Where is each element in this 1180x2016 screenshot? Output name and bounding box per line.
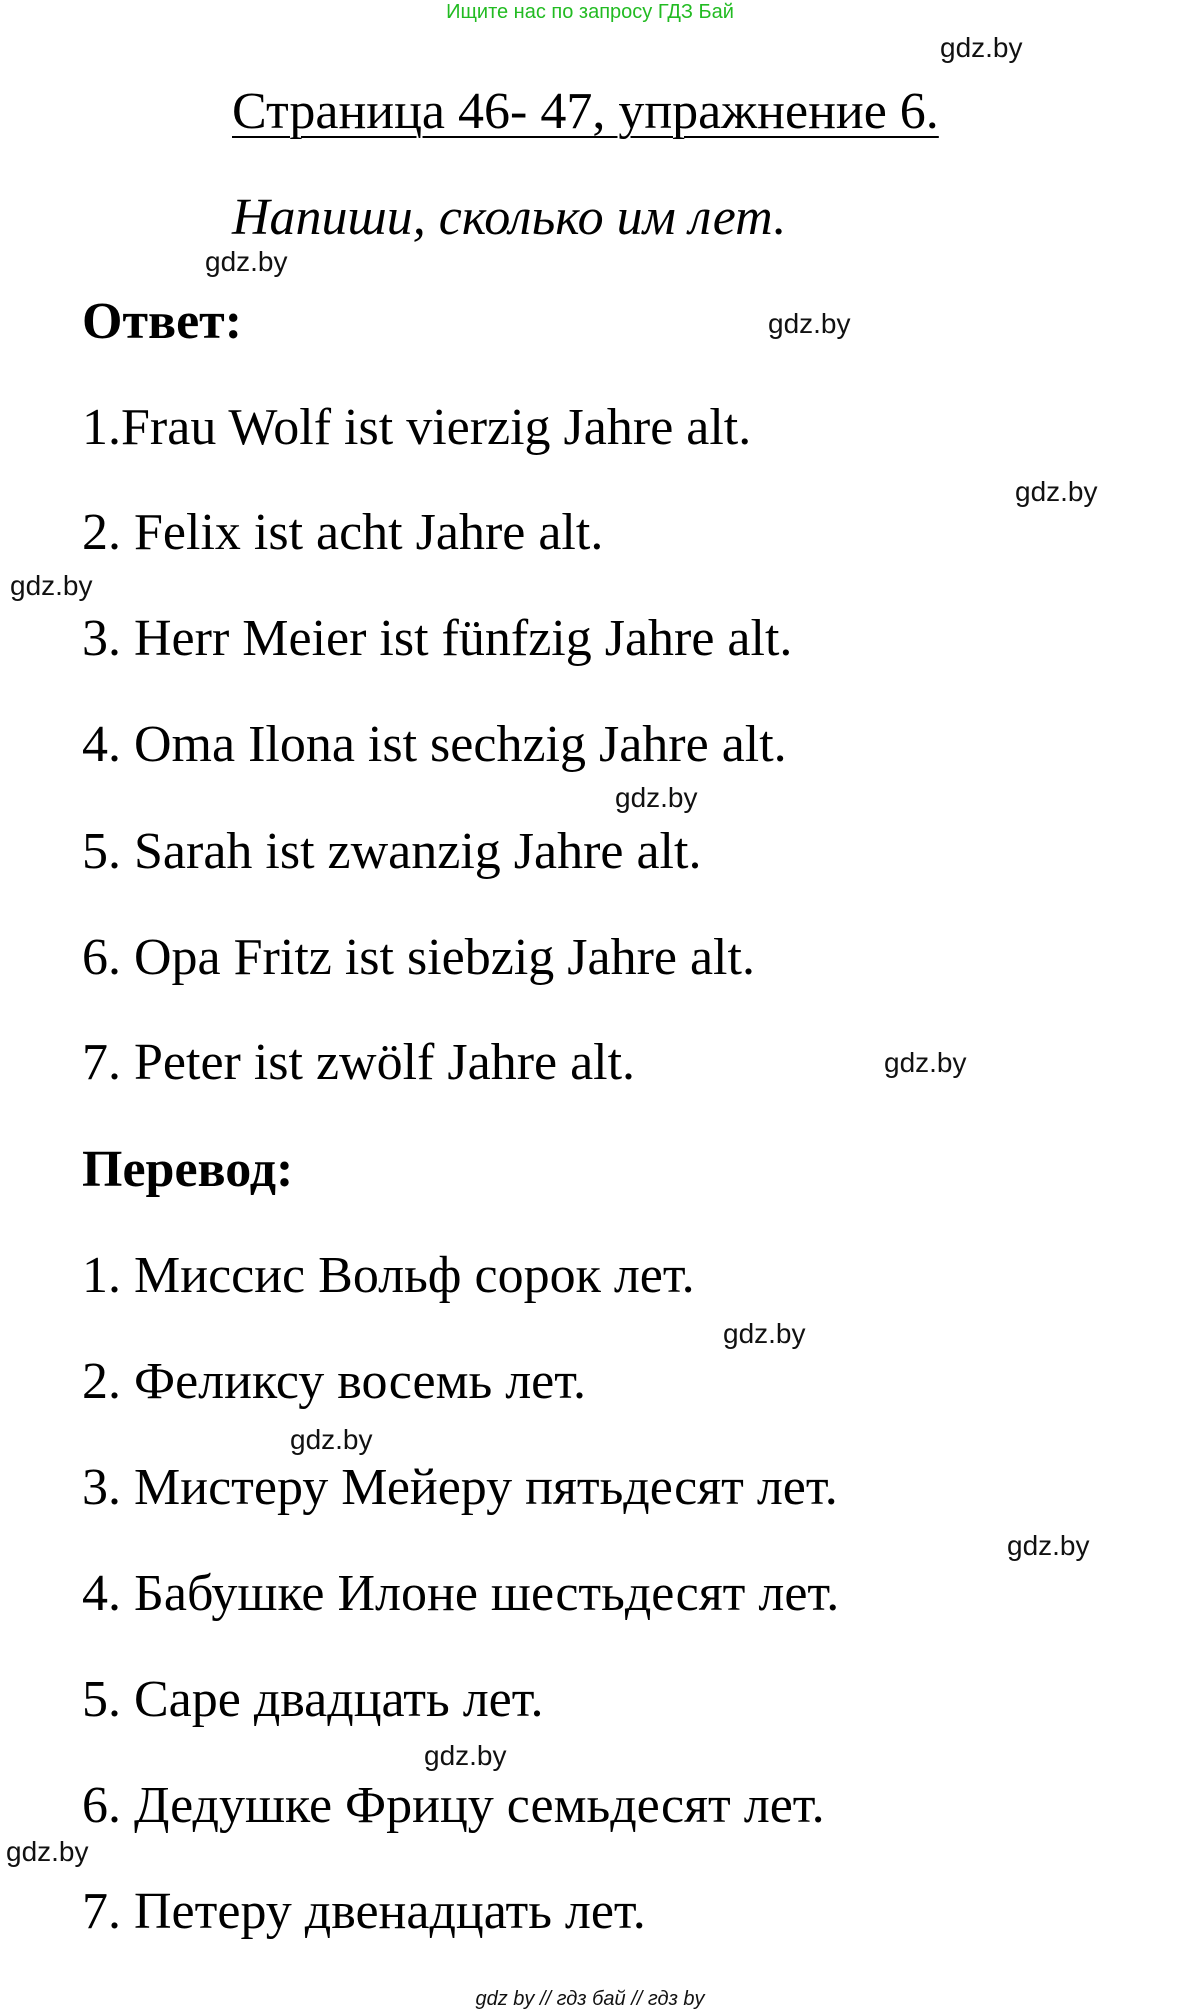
translation-line: 4. Бабушке Илоне шестьдесят лет.	[82, 1565, 840, 1622]
watermark: gdz.by	[290, 1424, 373, 1455]
answer-heading: Ответ:	[82, 293, 243, 350]
watermark: gdz.by	[615, 782, 698, 813]
watermark: gdz.by	[940, 32, 1023, 63]
answer-line: 3. Herr Meier ist fünfzig Jahre alt.	[82, 610, 793, 667]
translation-line: 6. Дедушке Фрицу семьдесят лет.	[82, 1777, 825, 1834]
top-banner[interactable]: Ищите нас по запросу ГДЗ Бай	[446, 1, 734, 23]
watermark: gdz.by	[6, 1836, 89, 1867]
watermark: gdz.by	[768, 308, 851, 339]
watermark: gdz.by	[1015, 476, 1098, 507]
translation-line: 2. Феликсу восемь лет.	[82, 1353, 587, 1410]
translation-line: 3. Мистеру Мейеру пятьдесят лет.	[82, 1459, 838, 1516]
watermark: gdz.by	[723, 1318, 806, 1349]
watermark: gdz.by	[424, 1740, 507, 1771]
translation-heading: Перевод:	[82, 1141, 294, 1198]
watermark: gdz.by	[205, 246, 288, 277]
page-title: Страница 46- 47, упражнение 6.	[232, 83, 939, 140]
watermark: gdz.by	[1007, 1530, 1090, 1561]
answer-line: 5. Sarah ist zwanzig Jahre alt.	[82, 823, 702, 880]
translation-line: 7. Петеру двенадцать лет.	[82, 1883, 646, 1940]
translation-line: 5. Саре двадцать лет.	[82, 1671, 544, 1728]
answer-line: 2. Felix ist acht Jahre alt.	[82, 504, 604, 561]
footer-watermark: gdz by // гдз бай // гдз by	[475, 1988, 705, 2010]
watermark: gdz.by	[884, 1047, 967, 1078]
translation-line: 1. Миссис Вольф сорок лет.	[82, 1247, 695, 1304]
answer-line: 4. Oma Ilona ist sechzig Jahre alt.	[82, 716, 787, 773]
answer-line: 7. Peter ist zwölf Jahre alt.	[82, 1034, 636, 1091]
watermark: gdz.by	[10, 570, 93, 601]
task-text: Напиши, сколько им лет.	[232, 189, 787, 246]
answer-line: 6. Opa Fritz ist siebzig Jahre alt.	[82, 929, 755, 986]
answer-line: 1.Frau Wolf ist vierzig Jahre alt.	[82, 399, 752, 456]
